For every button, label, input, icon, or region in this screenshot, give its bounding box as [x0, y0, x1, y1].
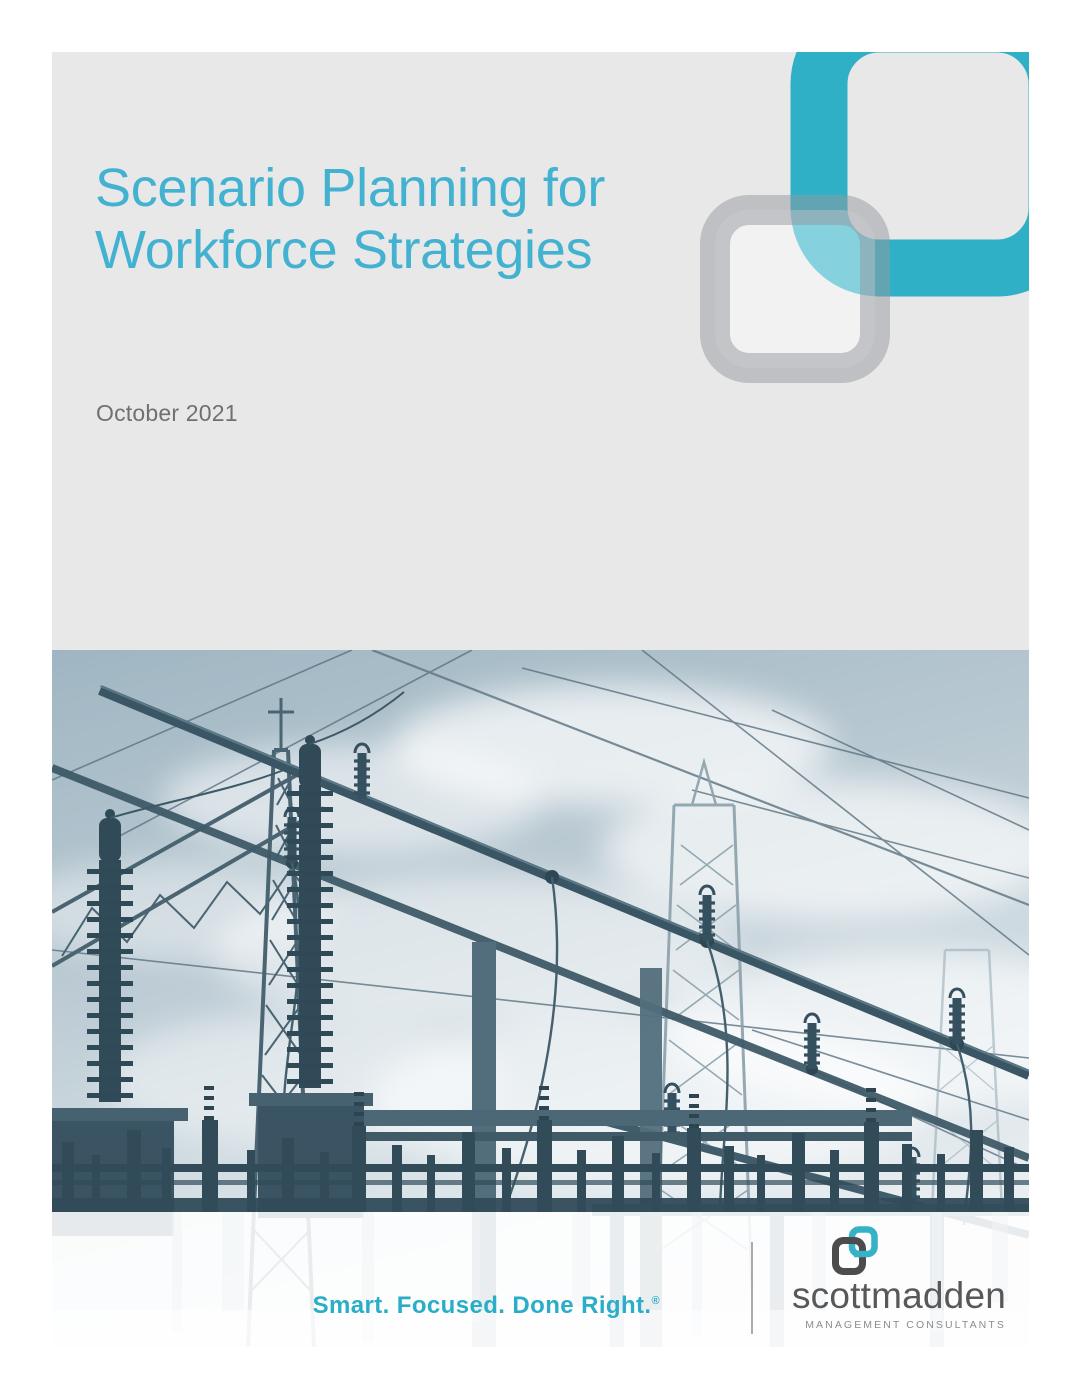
report-title [95, 157, 605, 281]
footer-divider [751, 1242, 753, 1334]
report-title-line1: Scenario Planning for [95, 158, 606, 218]
gray-square-outline [715, 210, 875, 368]
scottmadden-logo-icon [832, 1226, 878, 1276]
cover-photo [52, 650, 1029, 1347]
cover-header [52, 52, 1029, 650]
scottmadden-subtitle: MANAGEMENT CONSULTANTS [805, 1319, 1006, 1331]
scottmadden-logo [780, 1226, 1006, 1331]
logo-motif-decoration [52, 52, 1029, 650]
tagline-text: Smart. Focused. Done Right. [312, 1292, 652, 1319]
report-title-line2: Workforce Strategies [95, 220, 593, 280]
registered-mark: ® [651, 1295, 660, 1307]
scottmadden-wordmark: scottmadden [791, 1275, 1006, 1316]
tagline [313, 1292, 660, 1320]
report-date: October 2021 [96, 400, 238, 426]
